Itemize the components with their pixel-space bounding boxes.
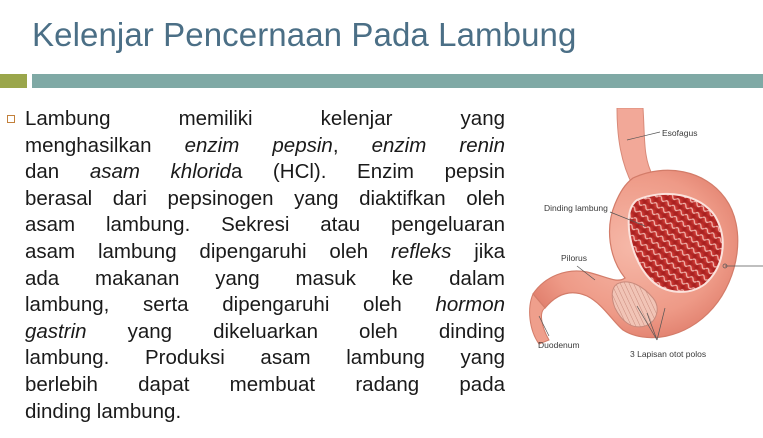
text-run: a (HCl). Enzim pepsin: [230, 160, 506, 184]
paragraph-line: [25, 106, 505, 133]
italic-term: hormon: [435, 293, 505, 317]
italic-term: enzim pepsin: [184, 133, 333, 157]
text-run: asam lambung. Sekresi atau pengeluaran: [25, 213, 505, 237]
text-run: Lambung memiliki kelenjar yang: [25, 107, 505, 130]
label-3-lapisan-otot-polos: 3 Lapisan otot polos: [630, 349, 707, 359]
paragraph-line: [25, 399, 505, 426]
text-run: menghasilkan: [25, 133, 185, 157]
paragraph-line: [25, 133, 505, 160]
text-run: ,: [332, 133, 372, 157]
text-run: ada makanan yang masuk ke dalam: [25, 266, 505, 290]
paragraph-line: [25, 266, 505, 293]
italic-term: enzim renin: [371, 133, 505, 157]
slide-title: Kelenjar Pencernaan Pada Lambung: [32, 16, 577, 53]
paragraph-line: [25, 159, 505, 186]
text-run: yang dikeluarkan oleh dinding: [86, 319, 505, 343]
text-run: jika: [451, 239, 505, 263]
italic-term: refleks: [391, 239, 452, 263]
text-run: berlebih dapat membuat radang pada: [25, 372, 505, 396]
paragraph-line: [25, 292, 505, 319]
paragraph-line: [25, 212, 505, 239]
text-run: asam lambung dipengaruhi oleh: [25, 239, 392, 263]
stomach-diagram: [525, 108, 763, 378]
stomach-illustration: [525, 108, 763, 378]
paragraph-line: [25, 186, 505, 213]
title-underline-bar: [32, 74, 763, 88]
text-run: dan: [25, 160, 90, 184]
paragraph-line: [25, 319, 505, 346]
body-paragraph: [25, 106, 505, 425]
text-run: lambung, serta dipengaruhi oleh: [25, 293, 436, 317]
paragraph-line: [25, 345, 505, 372]
text-run: dinding lambung.: [25, 399, 182, 423]
label-pilorus: Pilorus: [561, 253, 587, 263]
paragraph-line: [25, 239, 505, 266]
italic-term: asam khlorid: [89, 160, 231, 184]
paragraph-line: [25, 372, 505, 399]
text-run: berasal dari pepsinogen yang diaktifkan oleh: [25, 186, 505, 210]
accent-bar: [0, 74, 27, 88]
italic-term: gastrin: [25, 319, 87, 343]
label-esofagus: Esofagus: [662, 128, 698, 138]
label-dinding-lambung: Dinding lambung: [544, 203, 608, 213]
text-run: lambung. Produksi asam lambung yang: [25, 346, 505, 370]
label-duodenum: Duodenum: [538, 340, 580, 350]
square-bullet-icon: [7, 115, 15, 123]
